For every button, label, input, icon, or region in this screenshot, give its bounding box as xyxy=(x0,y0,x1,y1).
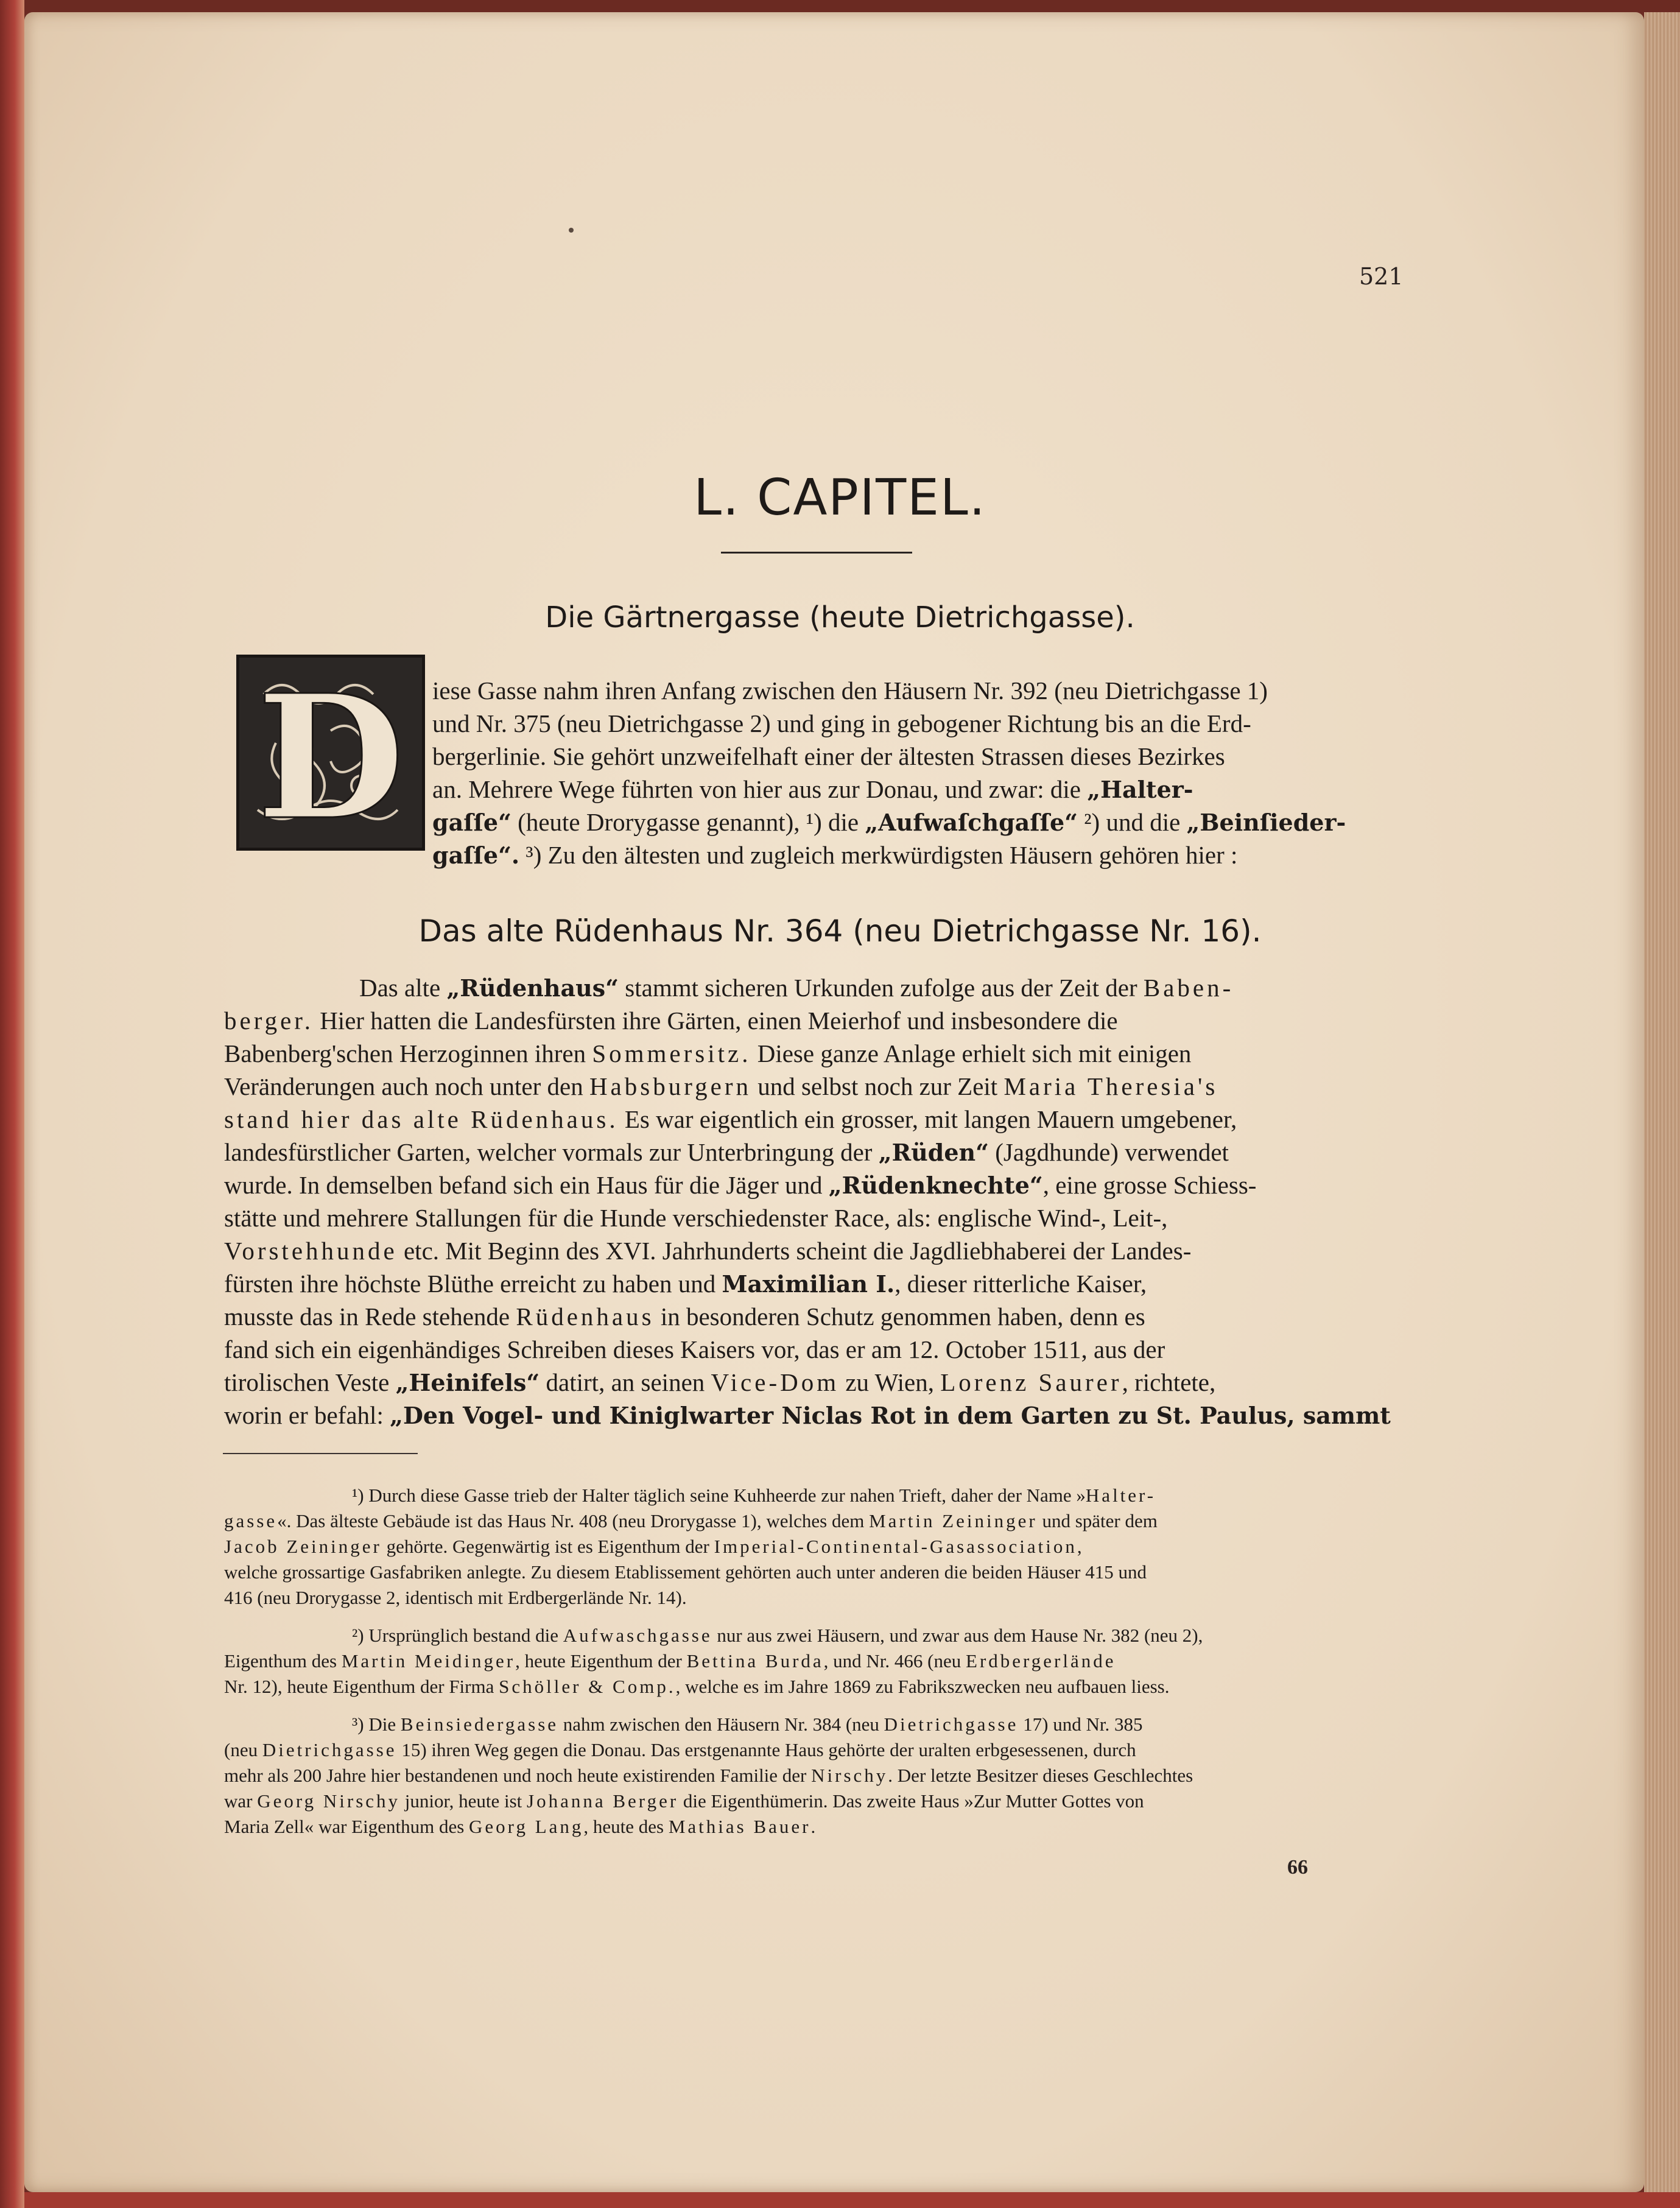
spaced-term: Rüdenhaus xyxy=(516,1303,655,1331)
text-run: . xyxy=(810,1816,816,1837)
body-line xyxy=(224,1170,1256,1200)
fraktur-term: „Den Vogel- und Kiniglwarter Niclas Rot in dem Garten zu St. Paulus, sammt xyxy=(390,1402,1391,1429)
text-run: Veränderungen auch noch unter den xyxy=(224,1072,589,1100)
text-run: ²) und die xyxy=(1078,808,1187,836)
spaced-term: Aufwaschgasse xyxy=(563,1625,712,1646)
text-run: stammt sicheren Urkunden zufolge aus der Zeit der xyxy=(619,974,1144,1002)
footnote-line xyxy=(224,1650,1116,1672)
spaced-term: Beinsiedergasse xyxy=(400,1714,559,1735)
text-run: tirolischen Veste xyxy=(224,1368,396,1396)
spaced-term: berger. xyxy=(224,1007,314,1035)
body-line xyxy=(359,973,1234,1002)
text-run: Maria Zell« war Eigenthum des xyxy=(224,1816,469,1837)
fraktur-term: „Aufwaſchgaſſe“ xyxy=(865,809,1078,836)
text-run: , richtete, xyxy=(1122,1368,1216,1396)
text-run: mehr als 200 Jahre hier bestandenen und noch heute existirenden Familie der xyxy=(224,1765,812,1786)
body-line xyxy=(224,1302,1145,1331)
body-line xyxy=(224,1368,1215,1397)
intro-line xyxy=(432,775,1193,804)
footnote-line xyxy=(352,1485,1156,1507)
initial-letter: D xyxy=(256,658,405,848)
body-line xyxy=(224,1072,1218,1101)
fraktur-term: „Rüdenhaus“ xyxy=(446,974,619,1002)
fraktur-term: „Rüdenknechte“ xyxy=(828,1172,1043,1199)
footnote-line xyxy=(224,1739,1136,1761)
signature-mark: 66 xyxy=(1287,1856,1308,1879)
spaced-term: Baben- xyxy=(1143,974,1234,1002)
spaced-term: Schöller & Comp. xyxy=(499,1676,676,1697)
footnote-line xyxy=(224,1536,1084,1558)
spaced-term: Mathias Bauer xyxy=(668,1816,811,1837)
decorated-initial xyxy=(236,655,425,851)
footnote-line xyxy=(224,1676,1169,1698)
text-run: , heute Eigenthum der xyxy=(515,1650,687,1672)
text-run: datirt, an seinen xyxy=(539,1368,711,1396)
intro-line: bergerlinie. Sie gehört unzweifelhaft einer der ältesten Strassen dieses Bezirkes xyxy=(432,742,1225,770)
text-run: Nr. 12), heute Eigenthum der Firma xyxy=(224,1676,499,1697)
spaced-term: Sommersitz. xyxy=(592,1039,751,1067)
footnote-line xyxy=(352,1625,1203,1647)
spaced-term: Habsburgern xyxy=(589,1072,751,1100)
page-number: 521 xyxy=(1359,263,1404,290)
text-run: 17) und Nr. 385 xyxy=(1018,1714,1143,1735)
text-run: ¹) Durch diese Gasse trieb der Halter täglich seine Kuhheerde zur nahen Trieft, daher der Name » xyxy=(352,1485,1086,1506)
spaced-term: Georg Lang xyxy=(469,1816,584,1837)
body-line xyxy=(224,1236,1191,1265)
footnote-divider xyxy=(223,1453,418,1454)
spaced-term: gasse xyxy=(224,1510,278,1531)
text-run: ²) Ursprünglich bestand die xyxy=(352,1625,563,1646)
footnote-line xyxy=(352,1714,1142,1735)
body-line xyxy=(224,1269,1147,1298)
text-run: fürsten ihre höchste Blüthe erreicht zu haben und xyxy=(224,1270,722,1298)
fraktur-term: gaſſe“. xyxy=(432,842,520,869)
text-run: zu Wien, xyxy=(839,1368,941,1396)
text-run: (neu xyxy=(224,1739,262,1760)
page-edges xyxy=(1644,12,1680,2192)
fraktur-term: Maximilian I. xyxy=(722,1270,895,1298)
footnote-line xyxy=(224,1765,1193,1787)
footnote-line xyxy=(224,1816,815,1838)
text-run: nahm zwischen den Häusern Nr. 384 (neu xyxy=(558,1714,884,1735)
body-line xyxy=(224,1401,1391,1430)
text-run: ³) Zu den ältesten und zugleich merkwürdigsten Häusern gehören hier : xyxy=(519,841,1238,869)
text-run: Babenberg'schen Herzoginnen ihren xyxy=(224,1039,592,1067)
section-title-gaertnergasse: Die Gärtnergasse (heute Dietrichgasse). xyxy=(545,600,1135,635)
spaced-term: Bettina Burda xyxy=(686,1650,824,1672)
spaced-term: Vice-Dom xyxy=(711,1368,840,1396)
book-page xyxy=(24,12,1644,2192)
text-run: ³) Die xyxy=(352,1714,401,1735)
footnote-line xyxy=(224,1790,1144,1812)
body-line: stätte und mehrere Stallungen für die Hunde verschiedenster Race, als: englische Wind-, Leit-, xyxy=(224,1204,1168,1232)
text-run: Diese ganze Anlage erhielt sich mit einigen xyxy=(751,1039,1192,1067)
spaced-term: Nirschy xyxy=(811,1765,888,1786)
text-run: 15) ihren Weg gegen die Donau. Das erstgenannte Haus gehörte der uralten erbgesessenen, durch xyxy=(396,1739,1136,1760)
intro-line: und Nr. 375 (neu Dietrichgasse 2) und ging in gebogener Richtung bis an die Erd- xyxy=(432,709,1251,737)
text-run: Hier hatten die Landesfürsten ihre Gärten, einen Meierhof und insbesondere die xyxy=(313,1007,1118,1035)
fraktur-term: „Halter- xyxy=(1087,776,1193,803)
text-run: (heute Drorygasse genannt), ¹) die xyxy=(511,808,865,836)
spaced-term: Martin Zeininger xyxy=(869,1510,1038,1531)
body-line xyxy=(224,1039,1191,1068)
text-run: Es war eigentlich ein grosser, mit langen Mauern umgebener, xyxy=(618,1105,1237,1133)
text-run: , welche es im Jahre 1869 zu Fabrikszwecken neu aufbauen liess. xyxy=(675,1676,1170,1697)
text-run: die Eigenthümerin. Das zweite Haus »Zur Mutter Gottes von xyxy=(678,1790,1144,1812)
spaced-term: Lorenz Saurer xyxy=(940,1368,1122,1396)
spaced-term: Dietrichgasse xyxy=(262,1739,397,1760)
text-run: , heute des xyxy=(583,1816,669,1837)
text-run: in besonderen Schutz genommen haben, denn es xyxy=(654,1303,1145,1331)
footnote-line xyxy=(224,1510,1158,1532)
text-run: Das alte xyxy=(359,974,447,1002)
spaced-term: Dietrichgasse xyxy=(884,1714,1019,1735)
spaced-term: Jacob Zeininger xyxy=(224,1536,382,1557)
fraktur-term: „Beinſieder- xyxy=(1186,809,1346,836)
ornament-initial-icon xyxy=(239,658,422,848)
text-run: junior, heute ist xyxy=(400,1790,527,1812)
text-run: an. Mehrere Wege führten von hier aus zur Donau, und zwar: die xyxy=(432,775,1088,803)
fraktur-term: „Rüden“ xyxy=(878,1139,989,1166)
spaced-term: Johanna Berger xyxy=(527,1790,679,1812)
spaced-term: Imperial-Continental-Gasassociation, xyxy=(714,1536,1084,1557)
spaced-term: Georg Nirschy xyxy=(257,1790,401,1812)
text-run: landesfürstlicher Garten, welcher vormals zur Unterbringung der xyxy=(224,1138,879,1166)
spaced-term: Vorstehhunde xyxy=(224,1237,398,1265)
text-run: Eigenthum des xyxy=(224,1650,342,1672)
title-divider xyxy=(721,552,912,554)
footnote-line: welche grossartige Gasfabriken anlegte. Zu diesem Etablissement gehörten auch unter anderen die beiden Häuser 415 und xyxy=(224,1561,1147,1583)
book-binding xyxy=(0,0,24,2208)
text-run: (Jagdhunde) verwendet xyxy=(989,1138,1229,1166)
spaced-term: Erdbergerlände xyxy=(966,1650,1116,1672)
cover-edge xyxy=(24,2192,1680,2208)
text-run: wurde. In demselben befand sich ein Haus für die Jäger und xyxy=(224,1171,829,1199)
spaced-term: stand hier das alte Rüdenhaus. xyxy=(224,1105,619,1133)
text-run: musste das in Rede stehende xyxy=(224,1303,516,1331)
body-line: fand sich ein eigenhändiges Schreiben dieses Kaisers vor, das er am 12. October 1511, aus der xyxy=(224,1335,1165,1363)
spaced-term: Halter- xyxy=(1085,1485,1156,1506)
spaced-term: Maria Theresia's xyxy=(1003,1072,1218,1100)
ink-dot xyxy=(569,228,574,233)
text-run: , und Nr. 466 (neu xyxy=(823,1650,966,1672)
body-line xyxy=(224,1105,1237,1134)
text-run: «. Das älteste Gebäude ist das Haus Nr. 408 (neu Drorygasse 1), welches dem xyxy=(277,1510,870,1531)
text-run: gehörte. Gegenwärtig ist es Eigenthum der xyxy=(381,1536,714,1557)
text-run: etc. Mit Beginn des XVI. Jahrhunderts scheint die Jagdliebhaberei der Landes- xyxy=(397,1237,1192,1265)
text-run: . Der letzte Besitzer dieses Geschlechtes xyxy=(888,1765,1193,1786)
fraktur-term: gaſſe“ xyxy=(432,809,511,836)
chapter-title: L. CAPITEL. xyxy=(694,469,986,527)
intro-line: iese Gasse nahm ihren Anfang zwischen den Häusern Nr. 392 (neu Dietrichgasse 1) xyxy=(432,677,1268,705)
text-run: worin er befahl: xyxy=(224,1401,390,1429)
footnote-line: 416 (neu Drorygasse 2, identisch mit Erdbergerlände Nr. 14). xyxy=(224,1587,687,1608)
fraktur-term: „Heinifels“ xyxy=(395,1369,540,1396)
body-line xyxy=(224,1006,1118,1035)
text-run: war xyxy=(224,1790,258,1812)
text-run: nur aus zwei Häusern, und zwar aus dem Hause Nr. 382 (neu 2), xyxy=(712,1625,1203,1646)
text-run: , eine grosse Schiess- xyxy=(1042,1171,1257,1199)
section-title-ruedenhaus: Das alte Rüdenhaus Nr. 364 (neu Dietrichgasse Nr. 16). xyxy=(418,913,1262,949)
text-run: , dieser ritterliche Kaiser, xyxy=(894,1270,1147,1298)
body-line xyxy=(224,1137,1229,1167)
intro-line xyxy=(432,807,1346,837)
intro-line xyxy=(432,840,1237,870)
text-run: und selbst noch zur Zeit xyxy=(751,1072,1004,1100)
text-run: und später dem xyxy=(1037,1510,1158,1531)
spaced-term: Martin Meidinger xyxy=(341,1650,516,1672)
